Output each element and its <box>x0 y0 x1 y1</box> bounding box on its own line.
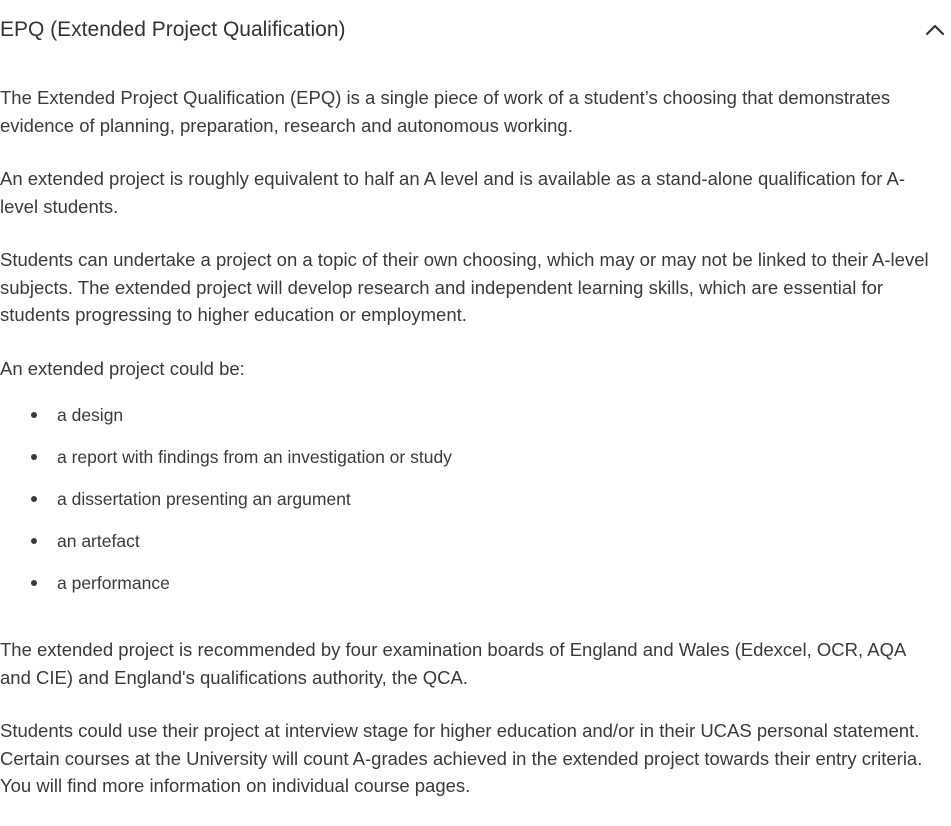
list-item <box>0 394 930 436</box>
paragraph-could-be: An extended project could be: <box>0 357 245 379</box>
accordion-content <box>0 84 930 826</box>
paragraph-intro: The Extended Project Qualification (EPQ) is a single piece of work of a student’s choosing that demonstrates evidence of planning, preparation, research and autonomous working. <box>0 87 891 136</box>
list-item <box>0 520 930 562</box>
list-item-label: a report with findings from an investigation or study <box>57 447 452 467</box>
list-item-label: a performance <box>57 573 170 593</box>
paragraph-equivalence: An extended project is roughly equivalent to half an A level and is available as a stand-alone qualification for A-level students. <box>0 168 906 217</box>
list-item-label: an artefact <box>57 531 140 551</box>
bullet-icon <box>31 538 37 544</box>
bullet-icon <box>31 454 37 460</box>
list-item <box>0 478 930 520</box>
list-item <box>0 562 930 604</box>
bullet-icon <box>31 412 37 418</box>
chevron-up-icon[interactable] <box>924 22 946 38</box>
project-types-list <box>0 394 930 604</box>
paragraph-ucas: Students could use their project at interview stage for higher education and/or in their UCAS personal statement. Certain courses at the University will count A-grades achieved in the extended project towards their entry criteria. You will find more information on individual course pages. <box>0 720 923 796</box>
bullet-icon <box>31 496 37 502</box>
list-item <box>0 436 930 478</box>
list-item-label: a dissertation presenting an argument <box>57 489 351 509</box>
paragraph-topic: Students can undertake a project on a topic of their own choosing, which may or may not be linked to their A-level subjects. The extended project will develop research and independent learning skills, which are essential for students progressing to higher education or employment. <box>0 249 929 325</box>
list-item-label: a design <box>57 405 124 425</box>
paragraph-recommended: The extended project is recommended by four examination boards of England and Wales (Edexcel, OCR, AQA and CIE) and England's qualifications authority, the QCA. <box>0 639 906 688</box>
accordion-header[interactable] <box>0 8 951 56</box>
bullet-icon <box>31 580 37 586</box>
accordion-title: EPQ (Extended Project Qualification) <box>0 18 346 41</box>
